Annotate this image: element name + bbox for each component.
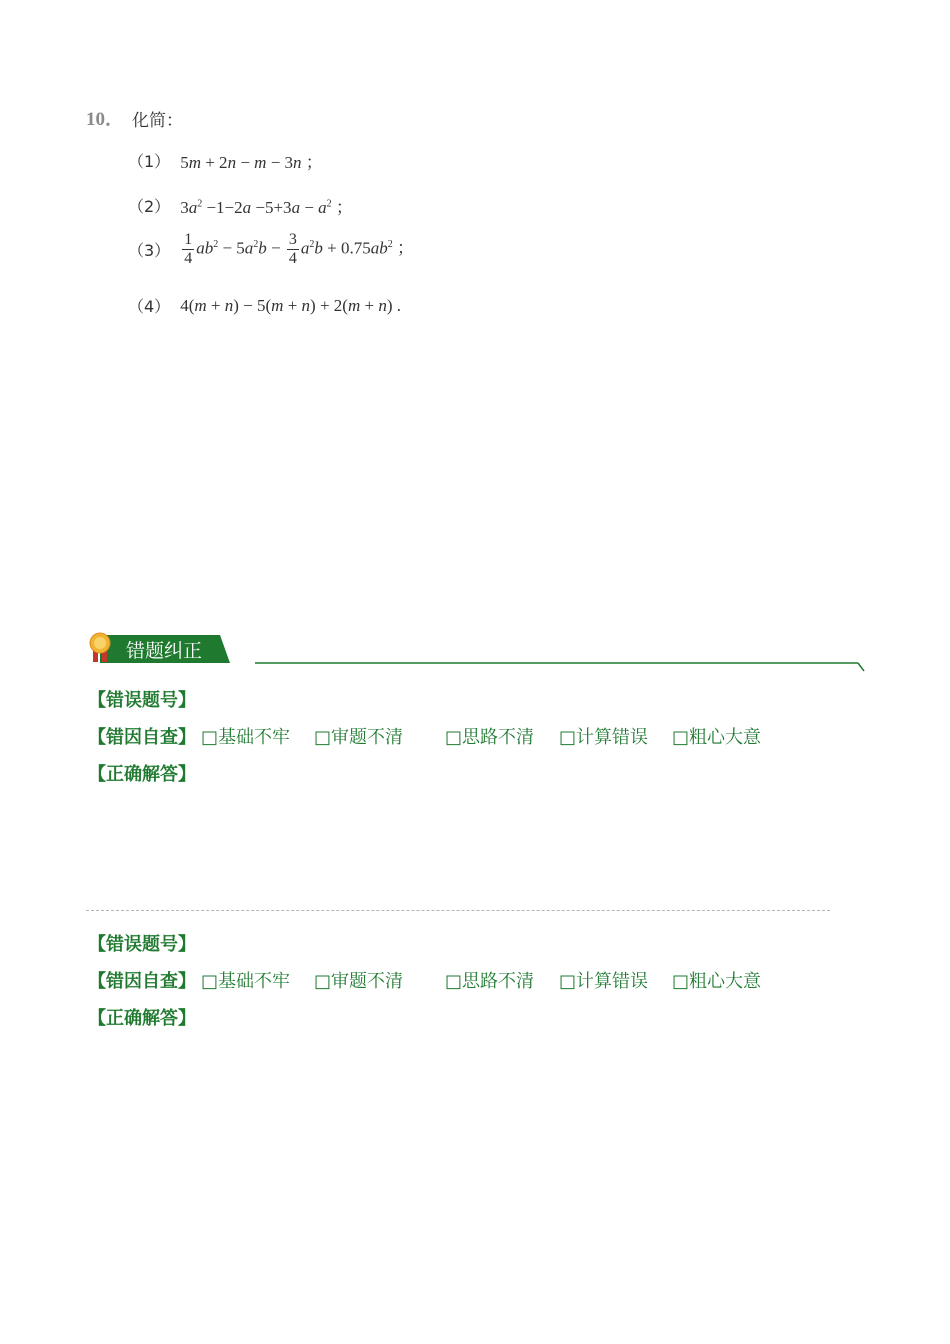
item-expression: $3a^2 -1-2a -5+3a - a^2$ ； bbox=[180, 198, 353, 217]
option-careless-checkbox[interactable]: □粗心大意 bbox=[672, 971, 762, 992]
option-foundation-checkbox[interactable]: □基础不牢 bbox=[201, 727, 291, 748]
error-number-label: 【错误题号】 bbox=[88, 934, 196, 955]
option-calculation-checkbox[interactable]: □计算错误 bbox=[559, 971, 649, 992]
item-index: （1） bbox=[128, 152, 171, 171]
item-index: （4） bbox=[128, 297, 171, 316]
error-cause-row bbox=[88, 967, 848, 991]
option-foundation-checkbox[interactable]: □基础不牢 bbox=[201, 971, 291, 992]
banner-label: 错题纠正 bbox=[126, 640, 203, 662]
banner-shape bbox=[88, 631, 868, 677]
medal-icon bbox=[88, 631, 114, 667]
question-item-2 bbox=[128, 193, 353, 218]
correction-banner bbox=[88, 631, 868, 677]
error-cause-row bbox=[88, 723, 848, 747]
item-expression: $\frac{1}{4}$ $ab^2 - 5a^2b$ − $\frac{3}{4}$ $a^2b + 0.75ab^2$ ； bbox=[184, 231, 414, 267]
option-calculation-checkbox[interactable]: □计算错误 bbox=[559, 727, 649, 748]
correct-answer-label: 【正确解答】 bbox=[88, 1008, 196, 1029]
item-index: （2） bbox=[128, 197, 171, 216]
option-reading-checkbox[interactable]: □审题不清 bbox=[314, 727, 404, 748]
item-index: （3） bbox=[128, 241, 171, 260]
error-cause-label: 【错因自查】 bbox=[88, 727, 196, 748]
option-reading-checkbox[interactable]: □审题不清 bbox=[314, 971, 404, 992]
question-item-4 bbox=[128, 294, 401, 317]
correct-answer-label: 【正确解答】 bbox=[88, 764, 196, 785]
question-item-3 bbox=[128, 232, 414, 267]
section-divider bbox=[86, 910, 830, 911]
question-item-1 bbox=[128, 148, 323, 173]
option-approach-checkbox[interactable]: □思路不清 bbox=[445, 727, 535, 748]
question-title: 化简： bbox=[132, 111, 183, 131]
question-number: 10． bbox=[86, 109, 125, 130]
option-careless-checkbox[interactable]: □粗心大意 bbox=[672, 727, 762, 748]
error-number-label: 【错误题号】 bbox=[88, 690, 196, 711]
item-expression: 4(m + n) − 5(m + n) + 2(m + n) . bbox=[180, 295, 401, 315]
item-expression: 5m + 2n − m − 3n ； bbox=[180, 153, 323, 172]
option-approach-checkbox[interactable]: □思路不清 bbox=[445, 971, 535, 992]
error-cause-label: 【错因自查】 bbox=[88, 971, 196, 992]
